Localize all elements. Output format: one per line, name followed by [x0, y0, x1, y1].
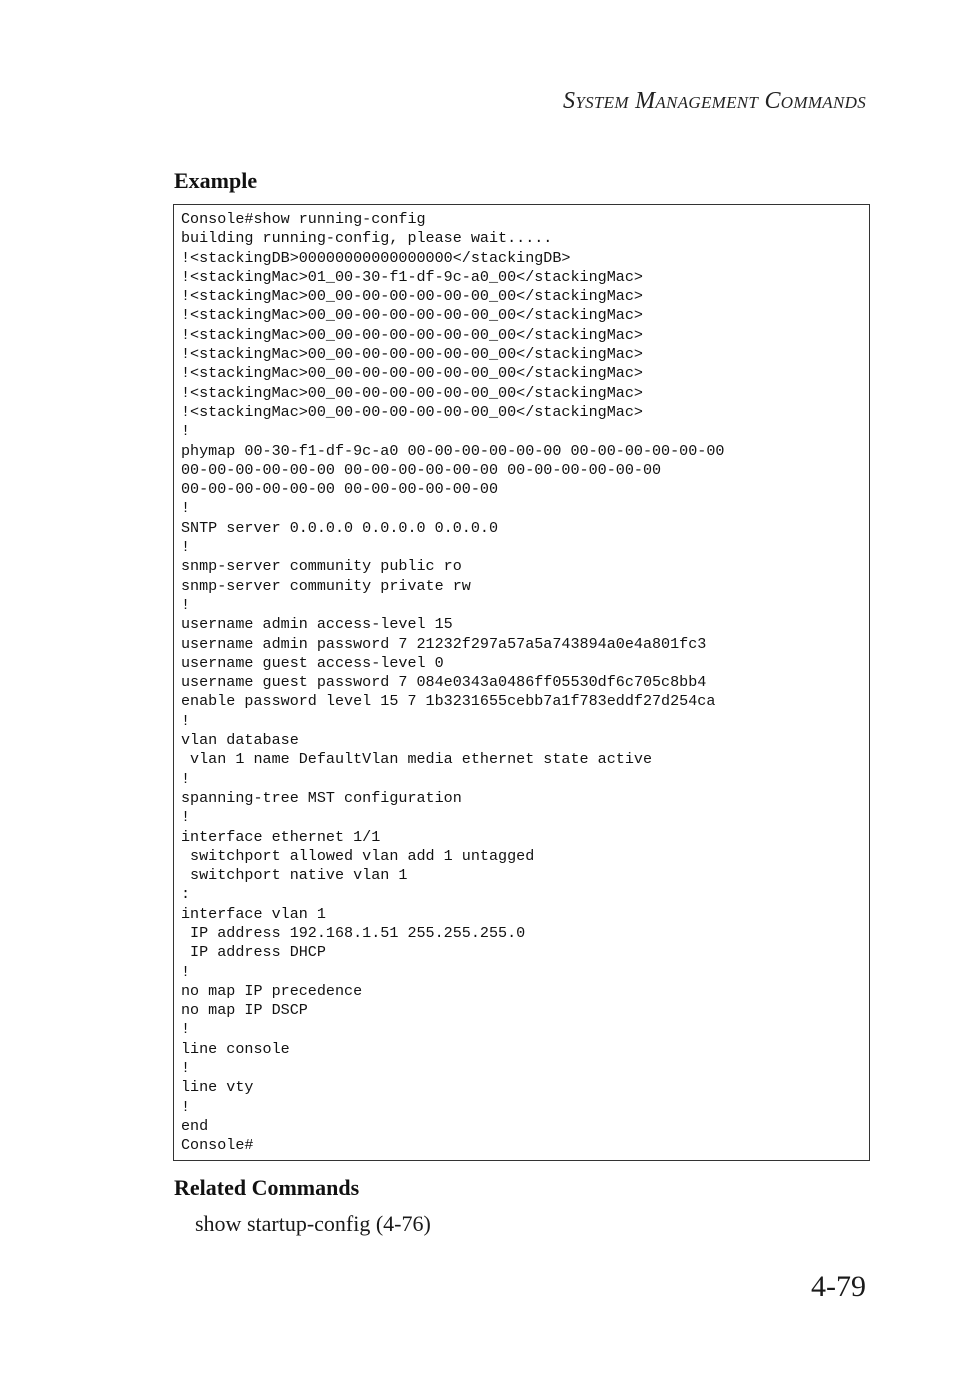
code-line: !	[181, 769, 191, 788]
code-line: !	[181, 595, 191, 614]
code-line: line vty	[181, 1078, 254, 1097]
code-line: !<stackingMac>00_00-00-00-00-00-00_00</stackingMac>	[181, 306, 643, 325]
code-line: Console#	[181, 1136, 254, 1155]
code-line: !<stackingMac>00_00-00-00-00-00-00_00</stackingMac>	[181, 402, 643, 421]
code-line: building running-config, please wait.....	[181, 229, 553, 248]
related-command-link[interactable]: show startup-config (4-76)	[195, 1211, 431, 1236]
code-line: !	[181, 499, 191, 518]
code-line: !	[181, 808, 191, 827]
code-line: spanning-tree MST configuration	[181, 788, 462, 807]
code-line: !<stackingMac>00_00-00-00-00-00-00_00</stackingMac>	[181, 364, 643, 383]
running-header: System Management Commands	[563, 88, 866, 114]
code-line: no map IP precedence	[181, 981, 363, 1000]
code-line: 00-00-00-00-00-00 00-00-00-00-00-00 00-00-00-00-00-00	[181, 460, 662, 479]
code-line: username admin password 7 21232f297a57a5a743894a0e4a801fc3	[181, 634, 707, 653]
related-commands-heading: Related Commands	[174, 1175, 360, 1200]
code-line: end	[181, 1116, 209, 1135]
code-line: !<stackingMac>00_00-00-00-00-00-00_00</stackingMac>	[181, 383, 643, 402]
code-line: !	[181, 422, 191, 441]
code-line: snmp-server community private rw	[181, 576, 471, 595]
page-number: 4-79	[811, 1270, 866, 1303]
code-line: !<stackingMac>00_00-00-00-00-00-00_00</stackingMac>	[181, 345, 643, 364]
code-line: Console#show running-config	[181, 210, 426, 228]
code-line: !<stackingMac>01_00-30-f1-df-9c-a0_00</stackingMac>	[181, 267, 643, 286]
code-line: !	[181, 1059, 191, 1078]
code-line: username guest access-level 0	[181, 653, 444, 672]
code-line: !	[181, 538, 191, 557]
code-line: switchport allowed vlan add 1 untagged	[181, 846, 535, 865]
code-line: username admin access-level 15	[181, 615, 453, 634]
code-line: line console	[181, 1039, 290, 1058]
code-line: IP address DHCP	[181, 943, 326, 962]
code-line: !<stackingMac>00_00-00-00-00-00-00_00</stackingMac>	[181, 287, 643, 306]
code-line: switchport native vlan 1	[181, 866, 408, 885]
code-line: interface ethernet 1/1	[181, 827, 381, 846]
code-example-box	[173, 204, 870, 1161]
code-line: !	[181, 962, 191, 981]
code-line: no map IP DSCP	[181, 1001, 308, 1020]
code-line: phymap 00-30-f1-df-9c-a0 00-00-00-00-00-00 00-00-00-00-00-00	[181, 441, 725, 460]
code-line: !	[181, 1020, 191, 1039]
code-line: enable password level 15 7 1b3231655cebb7a1f783eddf27d254ca	[181, 692, 716, 711]
code-line: :	[181, 885, 191, 904]
code-listing	[181, 210, 863, 1156]
code-line: vlan 1 name DefaultVlan media ethernet state active	[181, 750, 653, 769]
code-line: !	[181, 711, 191, 730]
code-line: username guest password 7 084e0343a0486ff05530df6c705c8bb4	[181, 673, 707, 692]
code-line: !	[181, 1097, 191, 1116]
code-line: !<stackingDB>00000000000000000</stackingDB>	[181, 248, 571, 267]
code-line: snmp-server community public ro	[181, 557, 462, 576]
code-line: 00-00-00-00-00-00 00-00-00-00-00-00	[181, 480, 499, 499]
code-line: IP address 192.168.1.51 255.255.255.0	[181, 923, 526, 942]
code-line: interface vlan 1	[181, 904, 326, 923]
example-heading: Example	[174, 168, 258, 193]
code-line: SNTP server 0.0.0.0 0.0.0.0 0.0.0.0	[181, 518, 499, 537]
code-line: !<stackingMac>00_00-00-00-00-00-00_00</stackingMac>	[181, 325, 643, 344]
code-line: vlan database	[181, 731, 299, 750]
